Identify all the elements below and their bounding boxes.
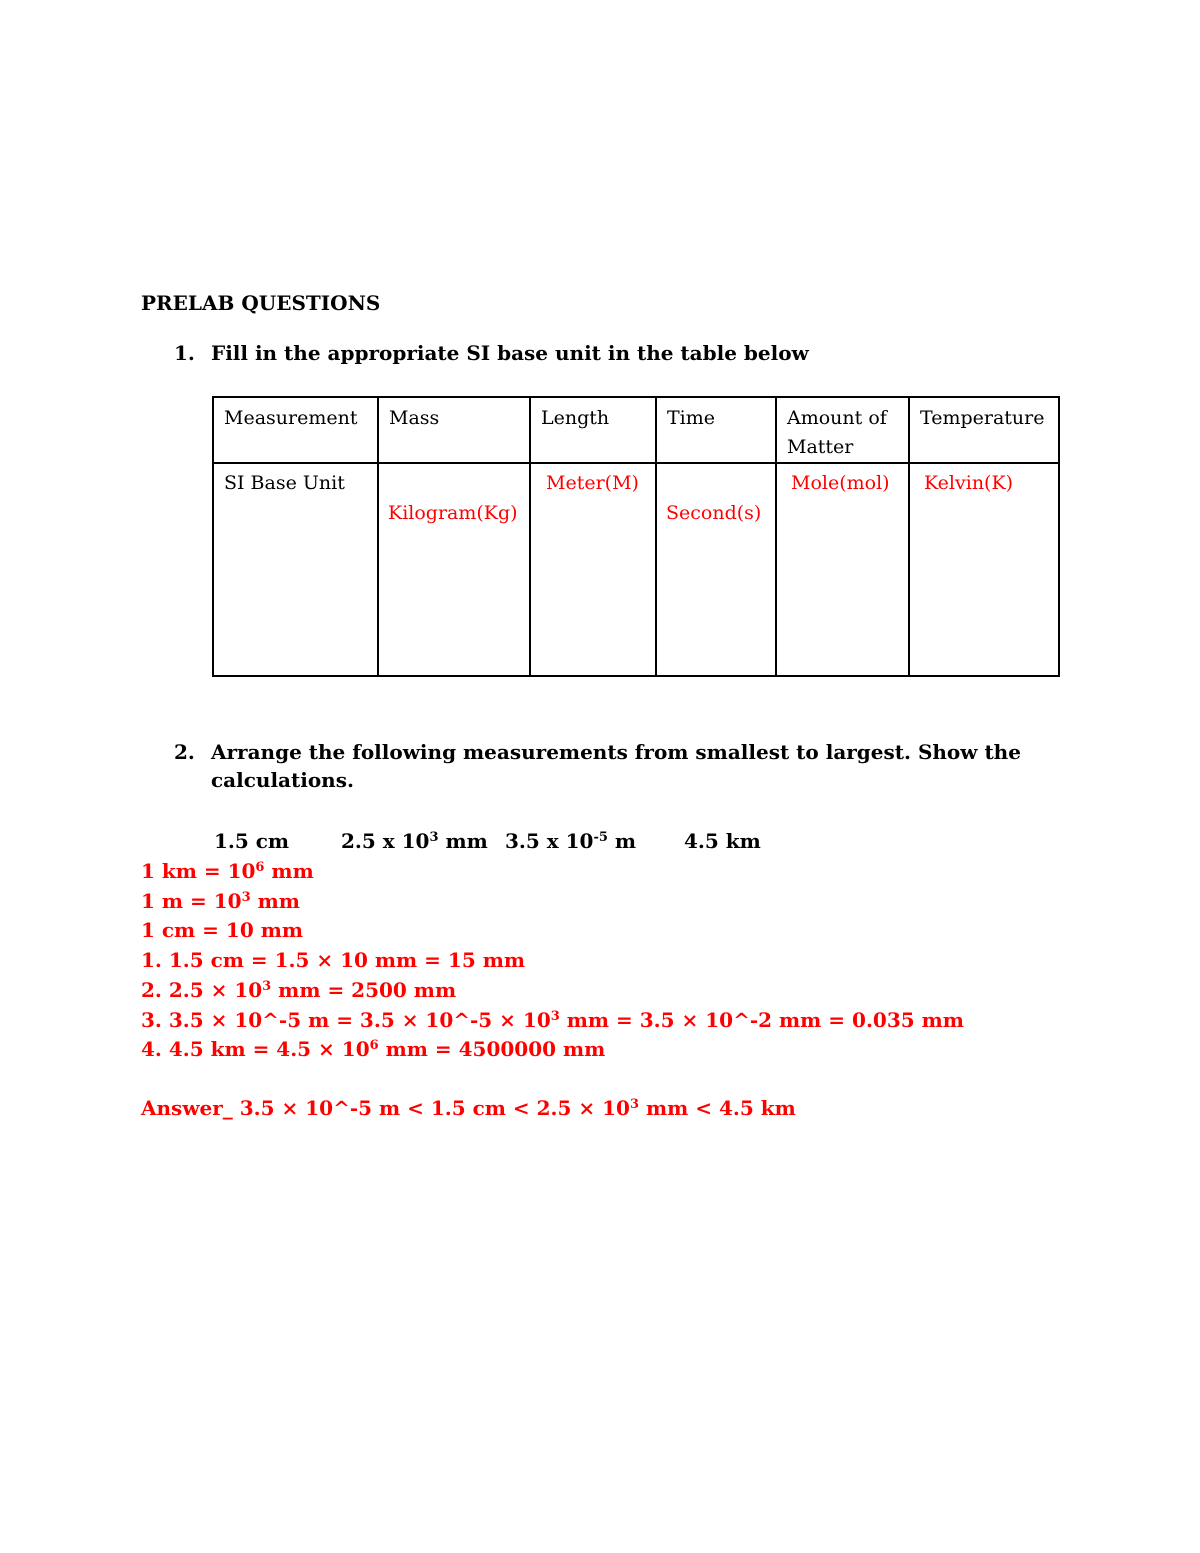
question-2-line-2: calculations. — [211, 768, 354, 792]
calc-step-2: 2. $2.5 \times 10^3$ mm = 2500 mm — [141, 978, 457, 1002]
row-label-si-base-unit: SI Base Unit — [224, 472, 345, 494]
question-1-number: 1. — [174, 341, 195, 365]
header-temperature: Temperature — [920, 407, 1045, 429]
calc-step-3: 3. 3.5 × 10^-5 m = 3.5 × 10^-5 × $10^3$ mm = 3.5 × 10^-2 mm = 0.035 mm — [141, 1008, 964, 1032]
final-answer: Answer_ 3.5 × 10^-5 m < 1.5 cm < $2.5 \times 10^3$ mm < 4.5 km — [141, 1096, 796, 1120]
question-1-text: Fill in the appropriate SI base unit in the table below — [211, 341, 809, 365]
measurement-3: 3.5 x $10^{-5}$ m — [505, 829, 637, 853]
measurement-4: 4.5 km — [684, 829, 761, 853]
header-mass: Mass — [389, 407, 440, 429]
header-time: Time — [667, 407, 716, 429]
measurement-2: 2.5 x $10^3$ mm — [341, 829, 488, 853]
answer-time: Second(s) — [666, 502, 762, 524]
answer-mass: Kilogram(Kg) — [388, 502, 518, 524]
measurement-1: 1.5 cm — [214, 829, 290, 853]
calc-step-1: 1. 1.5 cm = 1.5 × 10 mm = 15 mm — [141, 948, 526, 972]
answer-temperature: Kelvin(K) — [924, 472, 1014, 494]
header-amount-of: Amount of — [787, 407, 887, 429]
question-2-line-1: Arrange the following measurements from smallest to largest. Show the — [211, 740, 1021, 764]
si-units-table — [212, 396, 1060, 677]
conversion-cm-mm: 1 cm = 10 mm — [141, 918, 304, 942]
conversion-m-mm: 1 $m = 10^3$ mm — [141, 889, 300, 913]
answer-length: Meter(M) — [546, 472, 639, 494]
header-matter: Matter — [787, 436, 854, 458]
conversion-km-mm: 1 km = $10^6$ mm — [141, 859, 314, 883]
question-2-number: 2. — [174, 740, 195, 764]
header-length: Length — [541, 407, 610, 429]
calc-step-4: 4. 4.5 km = $4.5 \times 10^6$ mm = 4500000 mm — [141, 1037, 606, 1061]
header-measurement: Measurement — [224, 407, 358, 429]
answer-amount-of-matter: Mole(mol) — [791, 472, 890, 494]
page-heading: PRELAB QUESTIONS — [141, 291, 381, 315]
